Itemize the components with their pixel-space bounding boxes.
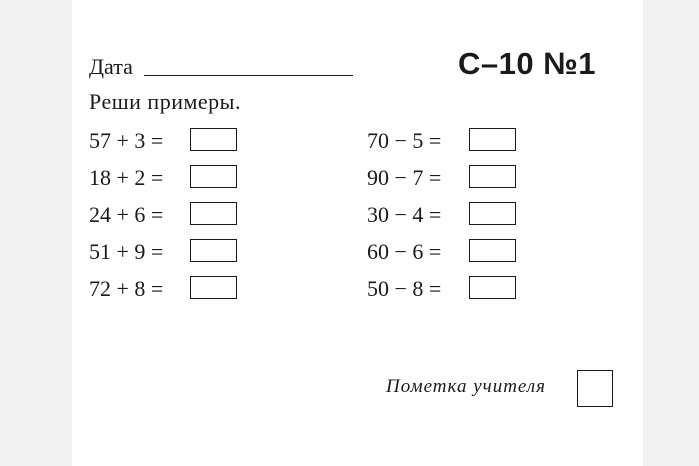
equation-expression: 72 + 8 =: [89, 276, 164, 301]
answer-box[interactable]: [190, 165, 237, 188]
answer-box[interactable]: [469, 202, 516, 225]
equation-expression: 30 − 4 =: [367, 202, 442, 227]
equation-expression: 50 − 8 =: [367, 276, 442, 301]
answer-box[interactable]: [190, 128, 237, 151]
worksheet-title: С–10 №1: [458, 46, 597, 81]
answer-box[interactable]: [190, 276, 237, 299]
answer-box[interactable]: [469, 239, 516, 262]
teacher-note-box[interactable]: [577, 370, 613, 407]
answer-box[interactable]: [190, 239, 237, 262]
equation-expression: 51 + 9 =: [89, 239, 164, 264]
equation-expression: 24 + 6 =: [89, 202, 164, 227]
date-field: [89, 50, 389, 80]
equation-expression: 70 − 5 =: [367, 128, 442, 153]
answer-box[interactable]: [469, 128, 516, 151]
equation-expression: 90 − 7 =: [367, 165, 442, 190]
equation-expression: 18 + 2 =: [89, 165, 164, 190]
equation-expression: 60 − 6 =: [367, 239, 442, 264]
date-line[interactable]: [144, 75, 353, 76]
teacher-note-label: Пометка учителя: [386, 376, 546, 397]
date-label: Дата: [89, 54, 133, 79]
answer-box[interactable]: [469, 165, 516, 188]
answer-box[interactable]: [469, 276, 516, 299]
instruction-text: Реши примеры.: [89, 89, 241, 114]
equation-expression: 57 + 3 =: [89, 128, 164, 153]
answer-box[interactable]: [190, 202, 237, 225]
